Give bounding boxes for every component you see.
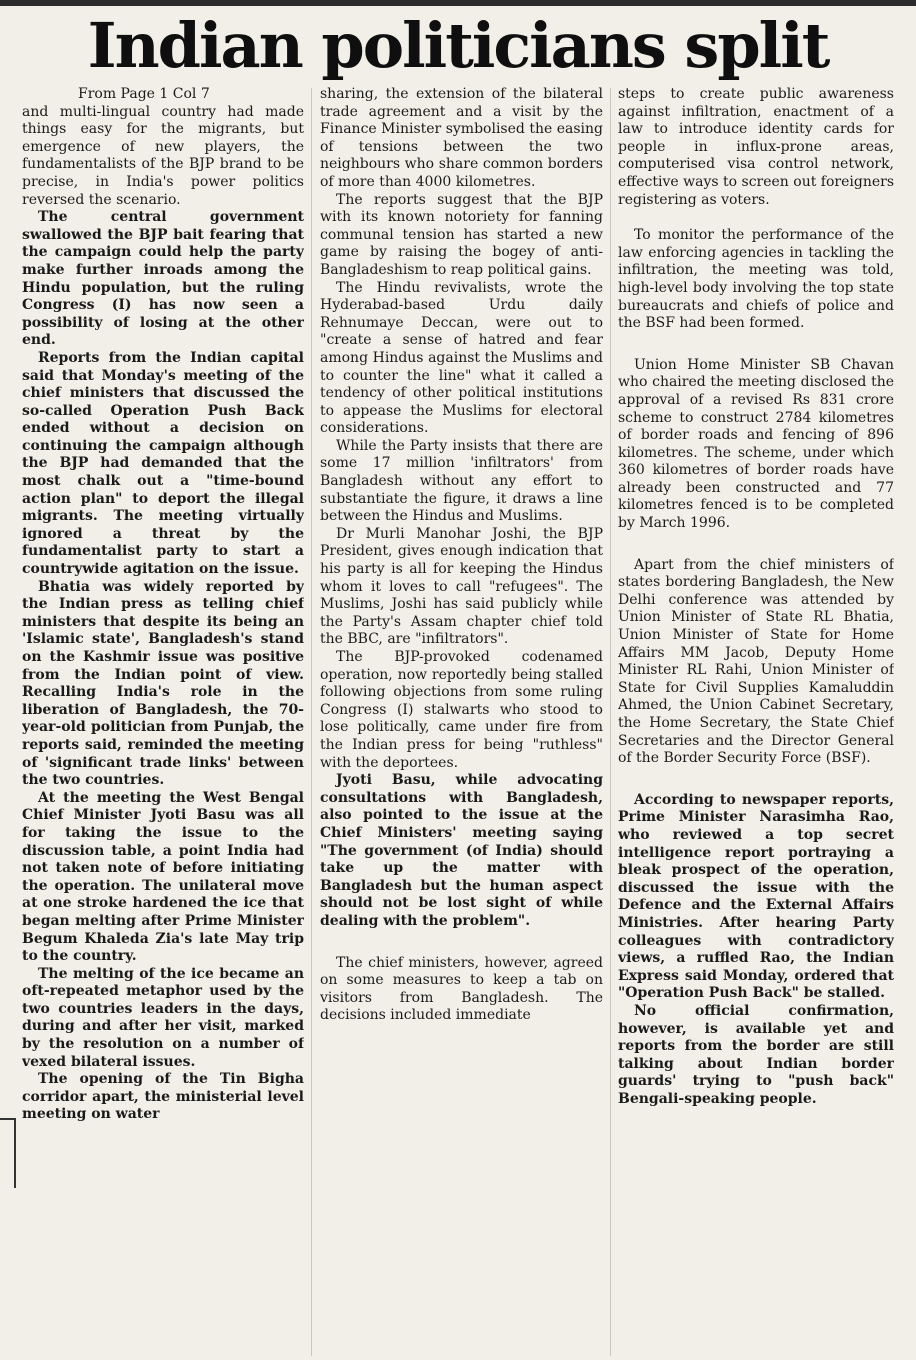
article-paragraph: Bhatia was widely reported by the Indian press as telling chief ministers that despite its being an 'Islamic state', Bangladesh's stand on the Kashmir issue was positive from the Indian point of view. Recalling India's role in the liberation of Bangladesh, the 70-year-old politician from Punjab, the reports said, reminded the meeting of 'significant trade links' between the two countries. xyxy=(22,578,304,789)
article-paragraph: Union Home Minister SB Chavan who chaired the meeting disclosed the approval of a revised Rs 831 crore scheme to construct 2784 kilometres of border roads and fencing of 896 kilometres. The scheme, under which 360 kilometres of border roads have already been constructed and 77 kilometres fenced is to be completed by March 1996. xyxy=(618,356,894,532)
column-rule xyxy=(610,88,611,1356)
article-paragraph: The reports suggest that the BJP with its known notoriety for fanning communal tension has started a new game by raising the bogey of anti-Bangladeshism to reap political gains. xyxy=(320,191,603,278)
article-paragraph: At the meeting the West Bengal Chief Minister Jyoti Basu was all for taking the issue to the discussion table, a point India had not taken note of before initiating the operation. The unilateral move at one stroke hardened the ice that began melting after Prime Minister Begum Khaleda Zia's late May trip to the country. xyxy=(22,789,304,965)
article-paragraph: No official confirmation, however, is available yet and reports from the border are still talking about Indian border guards' trying to "push back" Bengali-speaking people. xyxy=(618,1002,894,1107)
article-paragraph: The chief ministers, however, agreed on some measures to keep a tab on visitors from Bangladesh. The decisions included immediate xyxy=(320,954,603,1024)
article-column-1 xyxy=(22,86,304,1360)
article-paragraph: and multi-lingual country had made things easy for the migrants, but emergence of new players, the fundamentalists of the BJP brand to be precise, in India's power politics reversed the scenario. xyxy=(22,103,304,208)
article-column-2 xyxy=(320,86,603,1360)
article-paragraph: steps to create public awareness against infiltration, enactment of a law to introduce identity cards for people in influx-prone areas, computerised visa control network, effective ways to screen out foreigners registering as voters. xyxy=(618,86,894,208)
article-paragraph: According to newspaper reports, Prime Minister Narasimha Rao, who reviewed a top secret intelligence report portraying a bleak prospect of the operation, discussed the issue with the Defence and the External Affairs Ministries. After hearing Party colleagues with contradictory views, a ruffled Rao, the Indian Express said Monday, ordered that "Operation Push Back" be stalled. xyxy=(618,791,894,1002)
article-paragraph: sharing, the extension of the bilateral trade agreement and a visit by the Finance Minister symbolised the easing of tensions between the two neighbours who share common borders of more than 4000 kilometres. xyxy=(320,86,603,190)
headline: Indian politicians split xyxy=(87,9,829,82)
article-column-3 xyxy=(618,86,894,1360)
article-paragraph: Jyoti Basu, while advocating consultations with Bangladesh, also pointed to the issue at the Chief Ministers' meeting saying "The government (of India) should take up the matter with Bangladesh but the human aspect should not be lost sight of while dealing with the problem". xyxy=(320,772,603,929)
column-rule xyxy=(311,88,312,1356)
article-paragraph: Reports from the Indian capital said that Monday's meeting of the chief ministers that discussed the so-called Operation Push Back ended without a decision on continuing the campaign although the BJP had demanded that the most chalk out a "time-bound action plan" to deport the illegal migrants. The meeting virtually ignored a threat by the fundamentalist party to start a countrywide agitation on the issue. xyxy=(22,349,304,578)
clipping-edge-mark xyxy=(14,1118,16,1188)
article-paragraph: While the Party insists that there are some 17 million 'infiltrators' from Bangladesh without any effort to substantiate the figure, it draws a line between the Hindus and Muslims. xyxy=(320,437,603,525)
article-paragraph: The melting of the ice became an oft-repeated metaphor used by the two countries leaders in the days, during and after her visit, marked by the resolution on a number of vexed bilateral issues. xyxy=(22,965,304,1070)
article-paragraph: From Page 1 Col 7 xyxy=(78,86,210,102)
article-paragraph: The central government swallowed the BJP bait fearing that the campaign could help the party make further inroads among the Hindu population, but the ruling Congress (I) has now seen a possibility of losing at the other end. xyxy=(22,209,304,349)
article-paragraph: To monitor the performance of the law enforcing agencies in tackling the infiltration, the meeting was told, high-level body involving the top state bureaucrats and chiefs of police and the BSF had been formed. xyxy=(618,227,894,332)
article-paragraph: The Hindu revivalists, wrote the Hyderabad-based Urdu daily Rehnumaye Deccan, were out to "create a sense of hatred and fear among Hindus against the Muslims and to counter the line" what it called a tendency of other political institutions to appease the Muslims for electoral considerations. xyxy=(320,279,603,437)
article-paragraph: Dr Murli Manohar Joshi, the BJP President, gives enough indication that his party is all for keeping the Hindus whom it loves to call "refugees". The Muslims, Joshi has said publicly while the Party's Assam chapter chief told the BBC, are "infiltrators". xyxy=(320,525,603,648)
article-paragraph: The opening of the Tin Bigha corridor apart, the ministerial level meeting on water xyxy=(22,1071,304,1123)
article-paragraph: Apart from the chief ministers of states bordering Bangladesh, the New Delhi conference was attended by Union Minister of State RL Bhatia, Union Minister of State for Home Affairs MM Jacob, Deputy Home Minister RL Rahi, Union Minister of State for Civil Supplies Kamaluddin Ahmed, the Union Cabinet Secretary, the Home Secretary, the State Chief Secretaries and the Director General of the Border Security Force (BSF). xyxy=(618,556,894,767)
article-paragraph: The BJP-provoked codenamed operation, now reportedly being stalled following objections from some ruling Congress (I) stalwarts who stood to lose politically, came under fire from the Indian press for being "ruthless" with the deportees. xyxy=(320,649,603,771)
